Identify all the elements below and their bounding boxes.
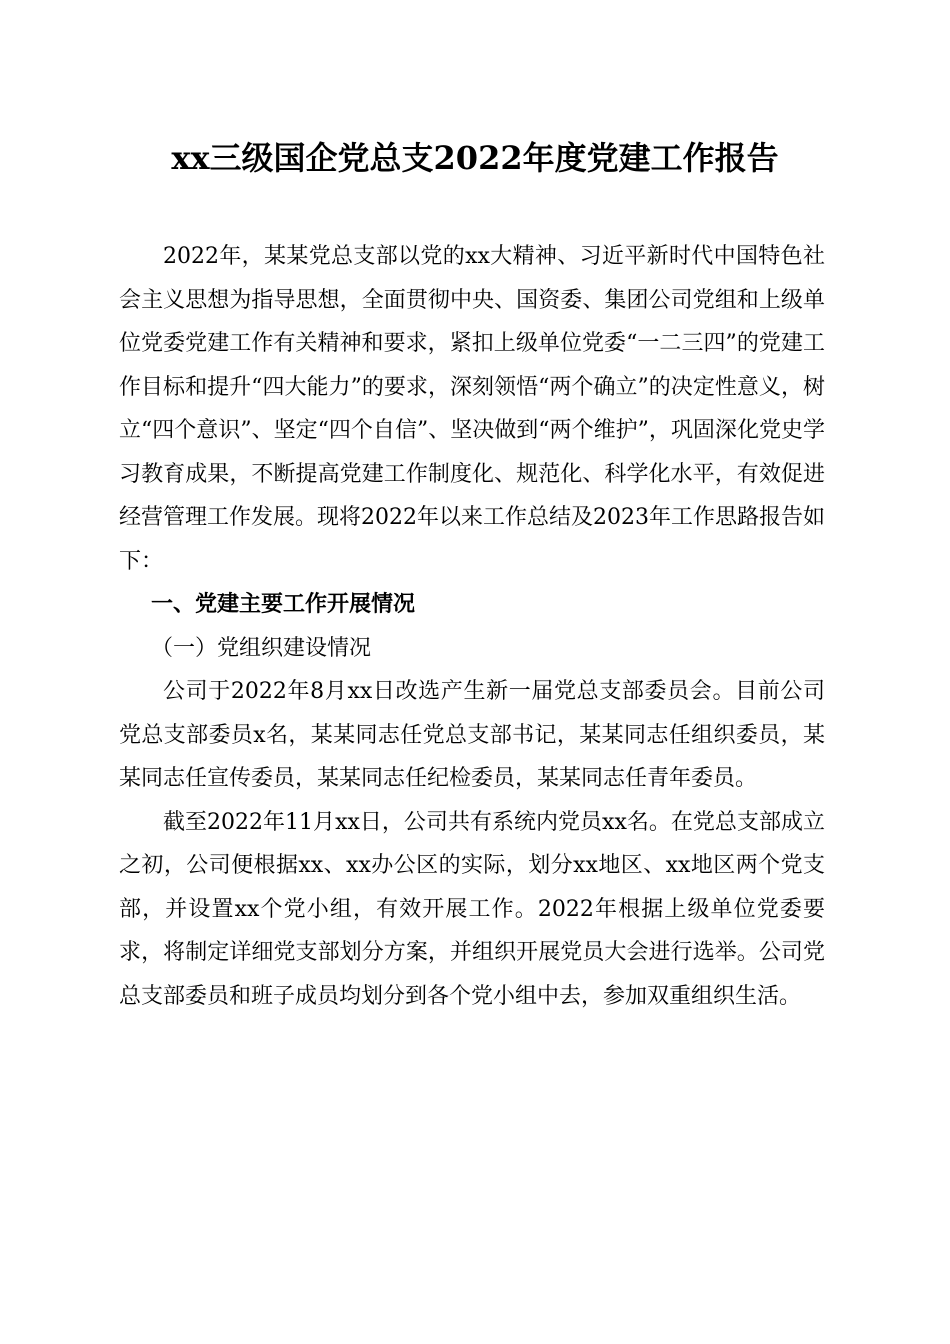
document-title: xx三级国企党总支2022年度党建工作报告 [171,139,779,177]
party-members-paragraph: 截至2022年11月xx日，公司共有系统内党员xx名。在党总支部成立之初，公司便根据xx、xx办公区的实际，划分xx地区、xx地区两个党支部，并设置xx个党小组，有效开展工作。2022年根据上级单位党委要求，将制定详细党支部划分方案，并组织开展党员大会进行选举。公司党总支部委员和班子成员均划分到各个党小组中去，参加双重组织生活。 [119,809,825,1009]
section-heading: 一、党建主要工作开展情况 [151,592,416,617]
intro-paragraph: 2022年，某某党总支部以党的xx大精神、习近平新时代中国特色社会主义思想为指导思想，全面贯彻中央、国资委、集团公司党组和上级单位党委党建工作有关精神和要求，紧扣上级单位党委“一二三四”的党建工作目标和提升“四大能力”的要求，深刻领悟“两个确立”的决定性意义，树立“四个意识”、坚定“四个自信”、坚决做到“两个维护”，巩固深化党史学习教育成果，不断提高党建工作制度化、规范化、科学化水平，有效促进经营管理工作发展。现将2022年以来工作总结及2023年工作思路报告如下： [119,244,825,574]
subsection-heading: （一）党组织建设情况 [151,635,372,661]
party-committee-paragraph: 公司于2022年8月xx日改选产生新一届党总支部委员会。目前公司党总支部委员x名，某某同志任党总支部书记，某某同志任组织委员，某某同志任宣传委员，某某同志任纪检委员，某某同志任青年委员。 [119,679,825,791]
document-body [119,235,825,1018]
